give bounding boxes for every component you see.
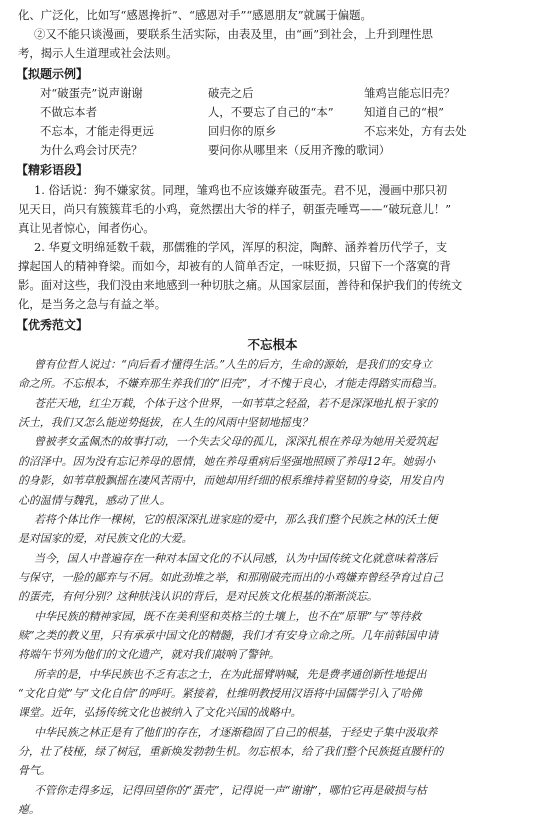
phrase-line: 化，是当务之急与有益之举。 [18, 297, 167, 311]
essay-line: 的沼泽中。因为没有忘记养母的恩情，她在养母重病后坚强地照顾了养母12年。她弱小 [18, 454, 436, 468]
essay-line: 若将个体比作一棵树，它的根深深扎进家庭的爱中，那么我们整个民族之林的沃土便 [34, 512, 438, 526]
essay-line: 曾被孝女孟佩杰的故事打动，一个失去父母的孤儿，深深扎根在养母为她用关爱筑起 [34, 435, 438, 449]
essay-line: 中华民族之林正是有了他们的存在，才逐渐稳固了自己的根基，于经史子集中汲取养 [34, 725, 438, 739]
example-row-3 [0, 123, 545, 139]
phrase-line: 见天日，尚只有簇簇茸毛的小鸡，竟然摆出大爷的样子，朝蛋壳唾骂——“破玩意儿！” [18, 202, 452, 216]
essay-line: 的蛋壳，有何分别？这种肤浅认识的背后，是对民族文化根基的渐渐淡忘。 [18, 590, 378, 604]
example-row-2 [0, 104, 545, 120]
essay-line: 所幸的是，中华民族也不乏有志之士，在为此摇臂呐喊，先是费孝通创新性地提出 [34, 667, 427, 681]
essay-line: 沃土，我们又怎么能逆势挺拔，在人生的风雨中坚韧地摇曳？ [18, 416, 313, 430]
essay-line: 与保守，一脸的鄙弃与不屑。如此劲堆之举，和那刚破壳而出的小鸡嫌弃曾经孕育过自己 [18, 570, 444, 584]
phrase-line: 1. 俗话说：狗不嫌家贫。同理，雏鸡也不应该嫌弃破蛋壳。君不见，漫画中那只初 [34, 183, 448, 197]
example-row-1 [0, 85, 545, 101]
essay-line: 赎”之类的教义里，只有承承中国文化的精髓，我们才有安身立命之所。几年前韩国申请 [18, 628, 438, 642]
essay-line: 的身影，如苇草般飘摇在凄风苦雨中，而她却用纤细的根系维持着坚韧的身姿，用发自内 [18, 474, 444, 488]
example-title: 破壳之后 [208, 86, 254, 100]
example-title: 雏鸡岂能忘旧壳？ [364, 86, 456, 100]
example-title: 不忘来处，方有去处 [364, 124, 467, 138]
essay-title: 不忘根本 [247, 337, 298, 352]
phrase-line: 影。面对这些，我们没由来地感到一种切肤之痛。从国家层面，善待和保护我们的传统文 [18, 278, 463, 292]
essay-line: 分，壮了枝桠，绿了树冠，重新焕发勃勃生机。勿忘根本，给了我们整个民族挺直腰杆的 [18, 745, 444, 758]
intro-line-2: ②又不能只谈漫画，要联系生活实际，由表及里，由“画”到社会，上升到理性思 [34, 27, 433, 41]
intro-line-3: 考，揭示人生道理或社会法则。 [18, 46, 178, 60]
example-title: 为什么鸡会讨厌壳？ [40, 143, 143, 157]
example-title: 人，不要忘了自己的“本” [208, 105, 334, 119]
section-heading-examples: 【拟题示例】 [16, 67, 89, 81]
essay-line: 课堂。近年，弘扬传统文化也被纳入了文化兴国的战略中。 [18, 706, 302, 720]
section-heading-phrases: 【精彩语段】 [16, 163, 89, 177]
example-row-4 [0, 142, 545, 158]
section-heading-essay: 【优秀范文】 [16, 318, 89, 332]
example-title: 对“破蛋壳”说声谢谢 [40, 86, 143, 100]
phrase-line: 真让见者惊心，闻者伤心。 [18, 221, 155, 235]
example-title: 知道自己的“根” [364, 105, 444, 119]
essay-line: 将端午节列为他们的文化遗产，就对我们敲响了警钟。 [18, 648, 280, 662]
essay-line: 命之所。不忘根本，不嫌弃那生养我们的“旧壳”，才不愧于良心，才能走得踏实而稳当。 [18, 377, 444, 391]
essay-line: 骨气。 [18, 764, 51, 778]
essay-line: 不管你走得多远，记得回望你的“蛋壳”，记得说一声“谢谢”，哪怕它再是破损与枯 [34, 783, 427, 797]
essay-line: 苍茫天地，红尘万载，个体于这个世界，一如苇草之轻盈，若不是深深地扎根于家的 [34, 396, 438, 410]
essay-line: 心的温情与魏乳，感动了世人。 [18, 493, 171, 507]
example-title: 不做忘本者 [40, 105, 97, 119]
example-title: 不忘本，才能走得更远 [40, 124, 154, 138]
essay-line: 当今，国人中普遍存在一种对本国文化的不认同感，认为中国传统文化就意味着落后 [34, 551, 438, 565]
example-title: 要问你从哪里来（反用齐豫的歌词） [208, 143, 391, 157]
phrase-line: 撑起国人的精神脊梁。而如今，却被有的人简单否定，一味贬损，只留下一个落寞的背 [18, 259, 451, 273]
intro-line-1: 化、广泛化，比如写“感恩搀折”、“感恩对手”“感恩朋友”就属于偏题。 [18, 8, 372, 22]
essay-line: “文化自觉”与“文化自信”的呼吁。紧接着，杜维明教授用汉语将中国儒学引入了哈佛 [18, 687, 422, 700]
essay-line: 是对国家的爱，对民族文化的大爱。 [18, 532, 193, 546]
essay-line: 瘪。 [18, 803, 40, 816]
phrase-line: 2. 华夏文明绵延数千载，那儒雅的学风，浑厚的积淀，陶醉、涵养着历代学子，支 [34, 240, 448, 254]
essay-line: 中华民族的精神家园，既不在美利坚和英格兰的土壤上，也不在“原罪”与“等待救 [34, 609, 422, 623]
example-title: 回归你的原乡 [208, 124, 277, 138]
essay-line: 曾有位哲人说过：“向后看才懂得生活。”人生的后方，生命的源始，是我们的安身立 [34, 358, 432, 371]
